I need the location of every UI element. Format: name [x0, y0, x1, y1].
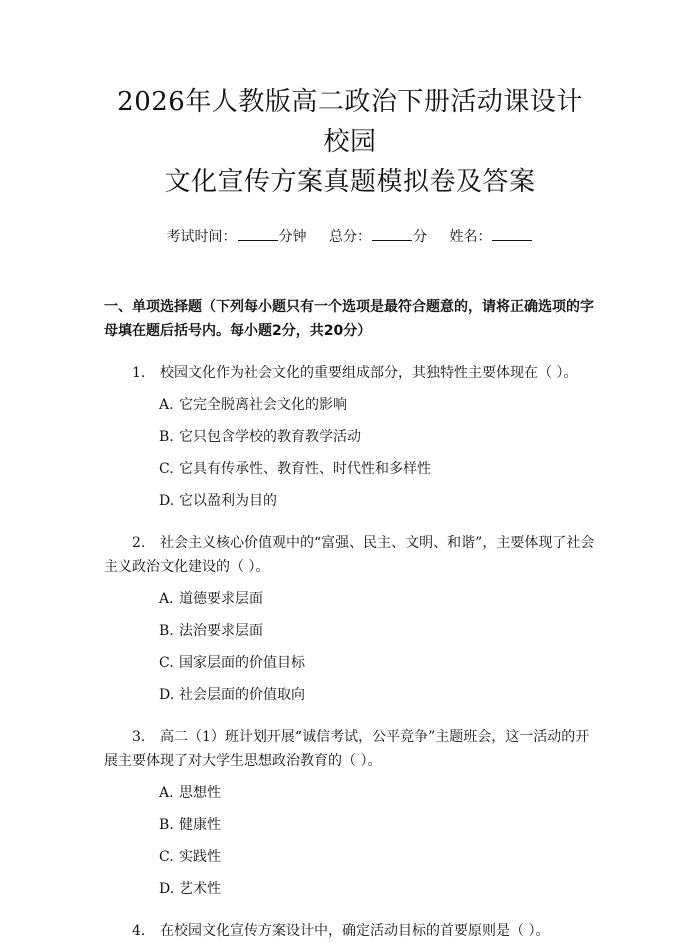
exam-time-unit: 分钟 [278, 229, 307, 245]
option-letter: A. [159, 591, 174, 607]
option-text: 健康性 [179, 817, 221, 833]
option-a [104, 393, 596, 417]
option-text: 国家层面的价值目标 [179, 655, 305, 671]
option-letter: B. [159, 429, 174, 445]
option-text: 实践性 [179, 849, 221, 865]
exam-score [329, 226, 427, 247]
option-text: 它以盈利为目的 [179, 493, 277, 509]
exam-score-label: 总分： [329, 229, 371, 245]
option-letter: D. [159, 687, 175, 703]
exam-score-unit: 分 [413, 229, 427, 245]
option-text: 法治要求层面 [179, 623, 263, 639]
question-1 [104, 361, 596, 513]
question-text: 社会主义核心价值观中的“富强、民主、文明、和谐”，主要体现了社会主义政治文化建设的（ ）。 [104, 535, 595, 575]
option-a [104, 781, 596, 805]
option-b [104, 813, 596, 837]
option-letter: D. [159, 881, 175, 897]
option-b [104, 425, 596, 449]
option-letter: C. [159, 655, 174, 671]
exam-time-label: 考试时间： [166, 229, 237, 245]
question-text: 在校园文化宣传方案设计中，确定活动目标的首要原则是（ ）。 [160, 923, 550, 939]
title-line-2: 文化宣传方案真题模拟卷及答案 [164, 167, 536, 197]
exam-score-blank [372, 226, 412, 241]
exam-time-blank [238, 226, 278, 241]
option-text: 艺术性 [179, 881, 221, 897]
question-number: 2. [132, 535, 146, 551]
option-list [104, 393, 596, 513]
question-number: 4. [132, 923, 146, 939]
option-b [104, 619, 596, 643]
option-text: 道德要求层面 [179, 591, 263, 607]
option-c [104, 457, 596, 481]
option-c [104, 845, 596, 869]
option-c [104, 651, 596, 675]
option-letter: B. [159, 623, 174, 639]
question-text: 校园文化作为社会文化的重要组成部分，其独特性主要体现在（ ）。 [160, 365, 578, 381]
exam-time [167, 226, 307, 247]
option-letter: C. [159, 849, 174, 865]
question-text: 高二（1）班计划开展“诚信考试，公平竞争”主题班会，这一活动的开展主要体现了对大学生思想政治教育的（ ）。 [104, 729, 590, 769]
exam-name [449, 226, 533, 247]
option-text: 社会层面的价值取向 [179, 687, 305, 703]
question-stem [104, 531, 596, 579]
option-letter: C. [159, 461, 174, 477]
exam-name-label: 姓名： [449, 229, 492, 245]
option-list [104, 781, 596, 901]
title-line-1: 2026年人教版高二政治下册活动课设计校园 [117, 87, 583, 157]
option-list [104, 587, 596, 707]
question-stem [104, 919, 596, 943]
question-stem [104, 725, 596, 773]
option-d [104, 489, 596, 513]
option-letter: A. [159, 397, 174, 413]
question-stem [104, 361, 596, 385]
question-number: 3. [132, 729, 146, 745]
option-letter: A. [159, 785, 174, 801]
option-text: 思想性 [179, 785, 221, 801]
option-letter: D. [159, 493, 175, 509]
question-2 [104, 531, 596, 707]
exam-info [104, 226, 596, 247]
option-d [104, 683, 596, 707]
option-text: 它具有传承性、教育性、时代性和多样性 [179, 461, 431, 477]
question-3 [104, 725, 596, 901]
question-number: 1. [132, 365, 146, 381]
document-title [104, 0, 596, 202]
section-heading: 一、单项选择题（下列每小题只有一个选项是最符合题意的，请将正确选项的字母填在题后括号内。每小题2分，共20分） [104, 299, 594, 339]
option-letter: B. [159, 817, 174, 833]
option-a [104, 587, 596, 611]
option-d [104, 877, 596, 901]
option-text: 它只包含学校的教育教学活动 [179, 429, 361, 445]
question-4 [104, 919, 596, 943]
option-text: 它完全脱离社会文化的影响 [179, 397, 347, 413]
exam-name-blank [492, 226, 532, 241]
